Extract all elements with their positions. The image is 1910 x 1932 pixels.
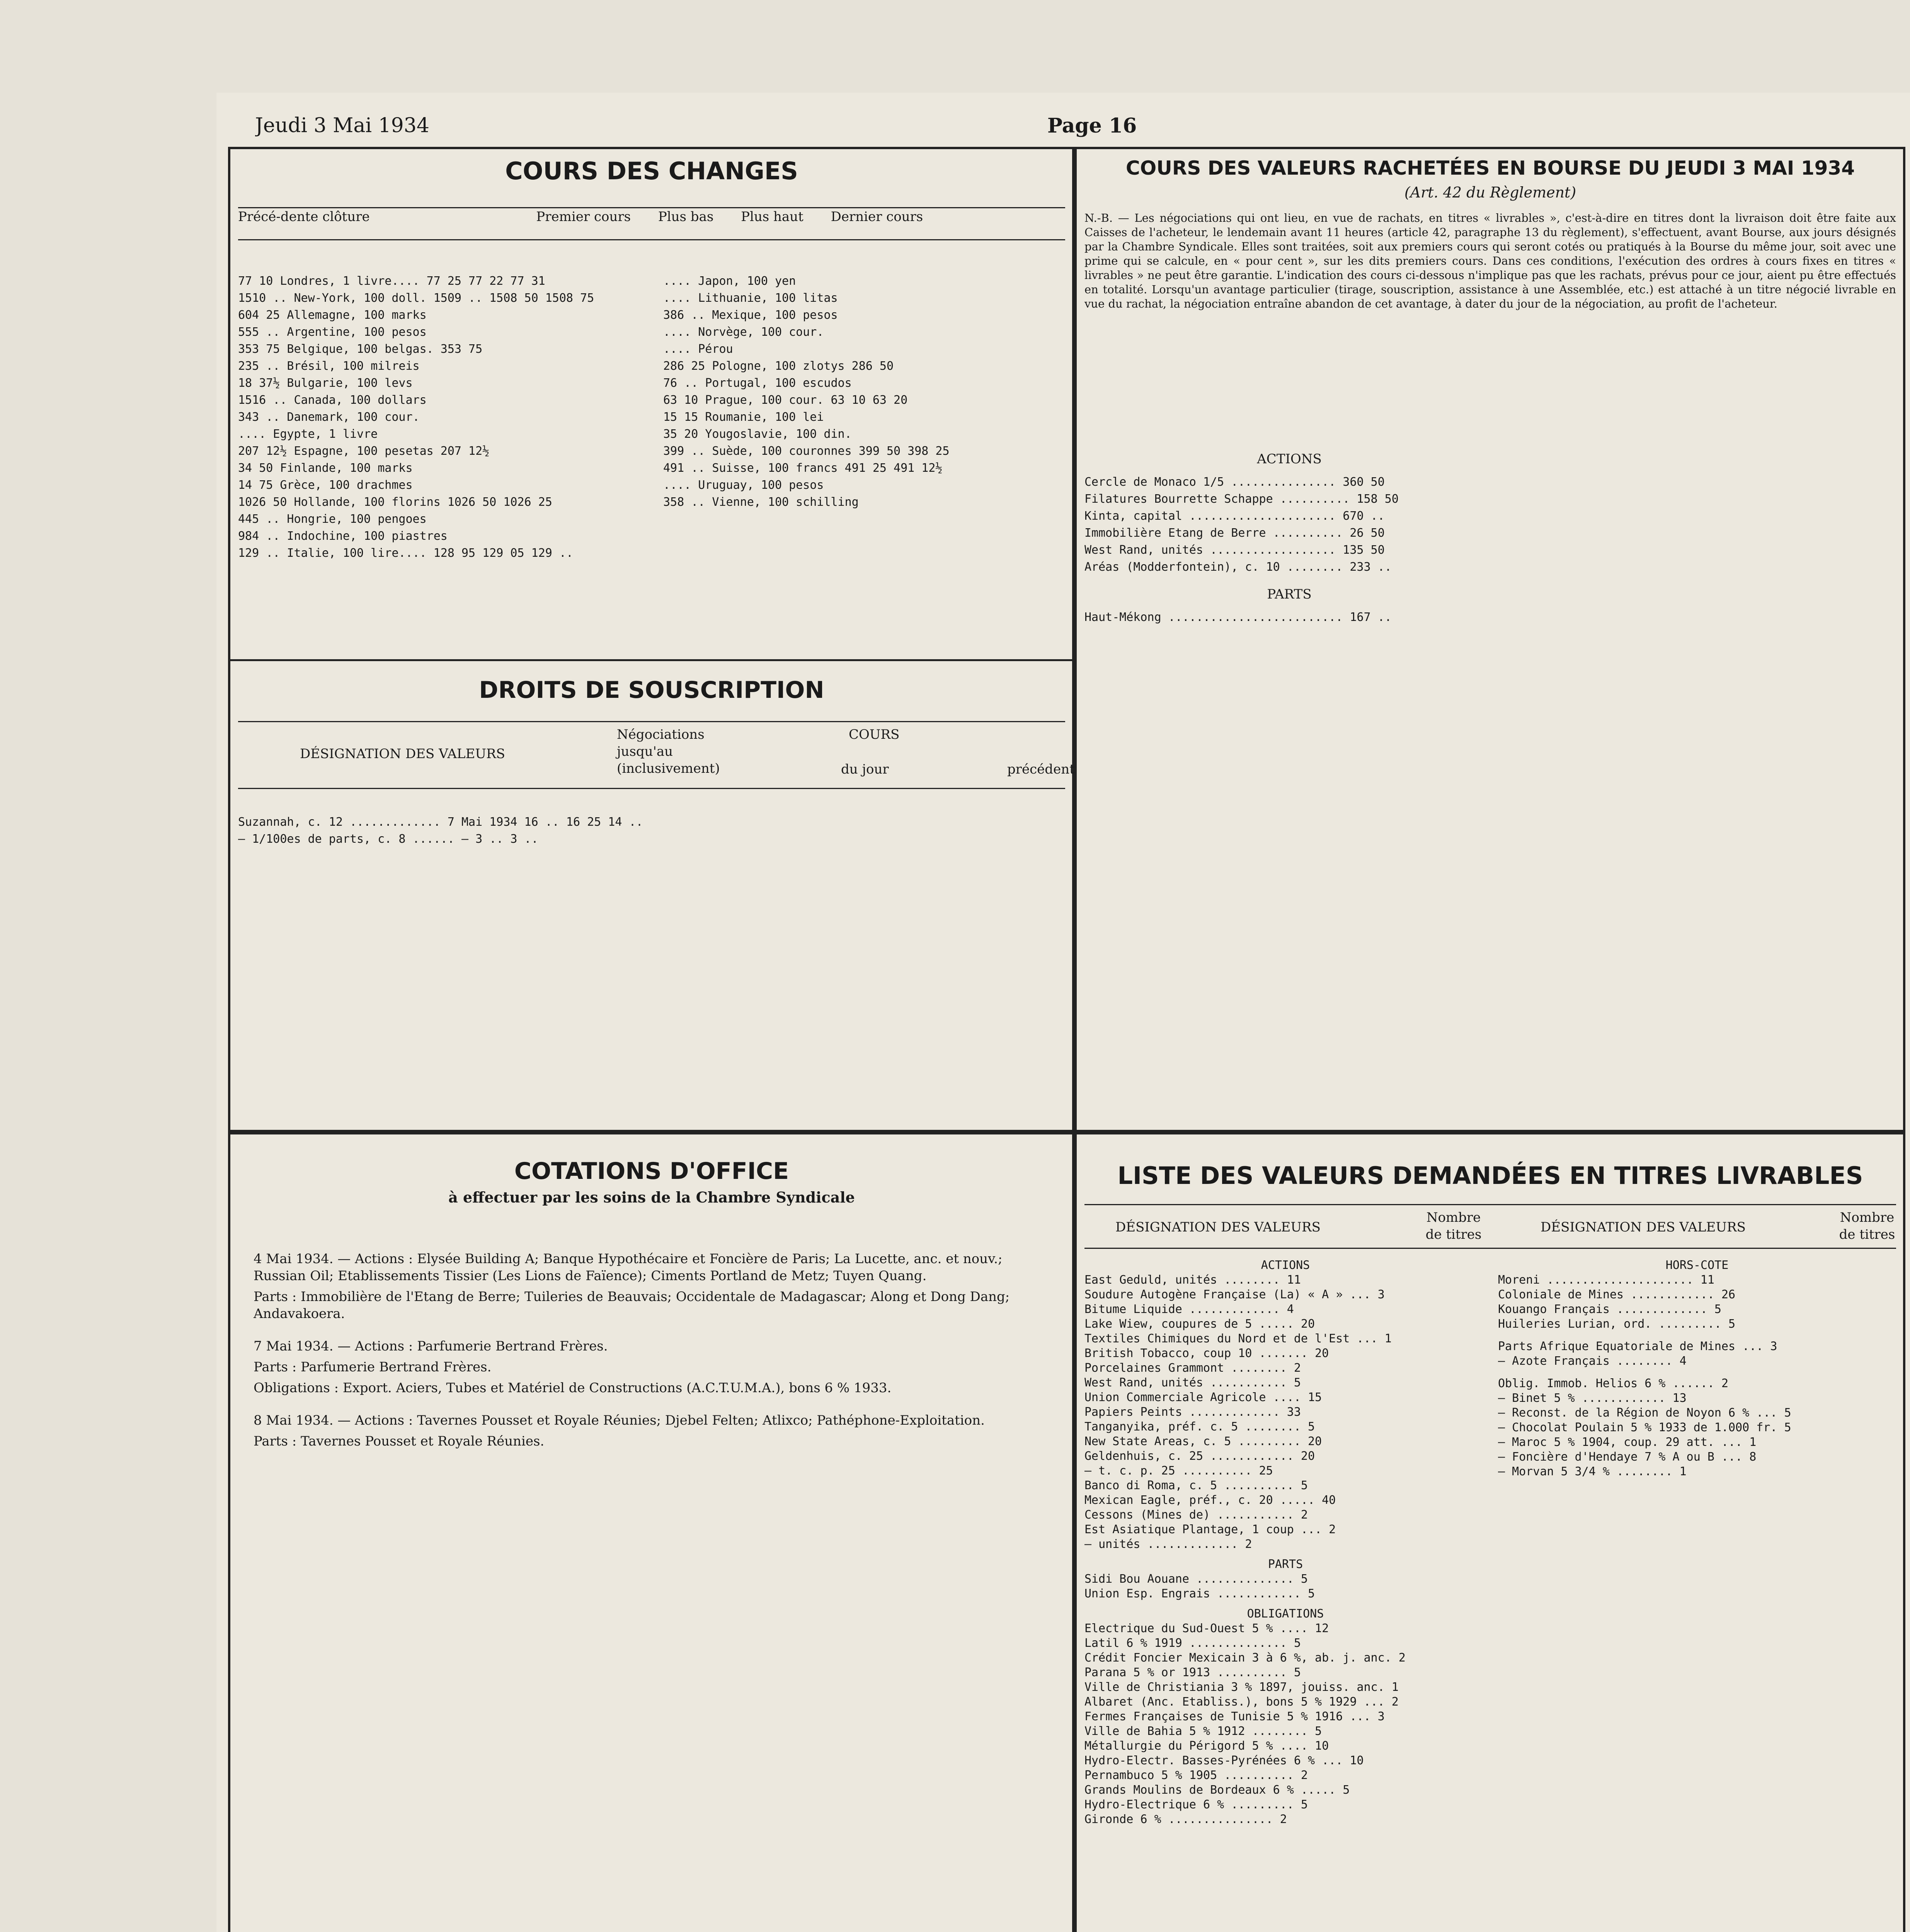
droits-h-negociations: Négociations jusqu'au (inclusivement) <box>617 727 720 776</box>
livrable-row: Albaret (Anc. Etabliss.), bons 5 % 1929 ... 2 <box>1084 1695 1399 1709</box>
change-row: 984 .. Indochine, 100 piastres <box>238 529 448 543</box>
change-row: 1510 .. New-York, 100 doll. 1509 .. 1508 50 1508 75 <box>238 291 594 305</box>
change-row: 14 75 Grèce, 100 drachmes <box>238 478 413 492</box>
livrable-row: Textiles Chimiques du Nord et de l'Est ... 1 <box>1084 1332 1392 1345</box>
change-row: 445 .. Hongrie, 100 pengoes <box>238 512 427 526</box>
change-row: 129 .. Italie, 100 lire.... 128 95 129 05 129 .. <box>238 546 573 560</box>
rachetees-actions-heading: ACTIONS <box>1257 451 1322 467</box>
rachetees-actions-list <box>1084 474 1494 576</box>
change-row: 286 25 Pologne, 100 zlotys 286 50 <box>663 359 894 373</box>
droits-h-cours: COURS <box>849 727 900 742</box>
livrable-row: Sidi Bou Aouane .............. 5 <box>1084 1572 1308 1586</box>
change-row: 386 .. Mexique, 100 pesos <box>663 308 838 322</box>
livrable-row: Parana 5 % or 1913 .......... 5 <box>1084 1666 1301 1679</box>
rachetees-title: COURS DES VALEURS RACHETÉES EN BOURSE DU JEUDI 3 MAI 1934 <box>1126 157 1855 179</box>
livrables-title: LISTE DES VALEURS DEMANDÉES EN TITRES LIVRABLES <box>1117 1162 1863 1190</box>
newspaper-page <box>216 93 1910 1932</box>
droits-h-designation: DÉSIGNATION DES VALEURS <box>300 746 505 762</box>
livrable-row: Hydro-Electrique 6 % ......... 5 <box>1084 1798 1308 1811</box>
change-row: .... Egypte, 1 livre <box>238 427 378 441</box>
change-row: 77 10 Londres, 1 livre.... 77 25 77 22 77 31 <box>238 274 545 288</box>
change-row: .... Pérou <box>663 342 733 356</box>
livrable-row: Bitume Liquide ............. 4 <box>1084 1303 1294 1316</box>
droits-header <box>238 721 1075 789</box>
livrable-row: Union Commerciale Agricole .... 15 <box>1084 1391 1322 1404</box>
rachetee-row: Kinta, capital ..................... 670 .. <box>1084 509 1385 523</box>
rachetee-row: Cercle de Monaco 1/5 ............... 360 50 <box>1084 475 1385 489</box>
livrable-row: Lake Wiew, coupures de 5 ..... 20 <box>1084 1317 1315 1331</box>
livrable-row: West Rand, unités ........... 5 <box>1084 1376 1301 1389</box>
livrable-row: Fermes Françaises de Tunisie 5 % 1916 ... 3 <box>1084 1710 1385 1723</box>
changes-col-low: Plus bas <box>658 209 714 224</box>
change-row: 18 37½ Bulgarie, 100 levs <box>238 376 413 390</box>
office-paragraph: 4 Mai 1934. — Actions : Elysée Building A; Banque Hypothécaire et Foncière de Paris; La Lucette, anc. et nouv.; Russian Oil; Etablissements Tissier (Les Lions de Faïence); Ciments Portland de Metz; Tuyen Quang. <box>254 1251 1003 1284</box>
rachetees-frame <box>1074 147 1905 1132</box>
droits-row: — 1/100es de parts, c. 8 ...... — 3 .. 3 .. <box>238 832 538 846</box>
livrables-left-col <box>1084 1258 1486 1827</box>
livrable-row: Est Asiatique Plantage, 1 coup ... 2 <box>1084 1523 1336 1536</box>
office-title: COTATIONS D'OFFICE <box>514 1158 789 1185</box>
livrable-row: — Binet 5 % ............ 13 <box>1498 1391 1687 1405</box>
livrables-h-designation-2: DÉSIGNATION DES VALEURS <box>1541 1219 1746 1235</box>
change-row: 1026 50 Hollande, 100 florins 1026 50 1026 25 <box>238 495 552 509</box>
rachetee-row: Haut-Mékong ......................... 167 .. <box>1084 611 1392 624</box>
page-date: Jeudi 3 Mai 1934 <box>255 114 429 137</box>
livrable-row: Pernambuco 5 % 1905 .......... 2 <box>1084 1769 1308 1782</box>
livrable-row: Mexican Eagle, préf., c. 20 ..... 40 <box>1084 1493 1336 1507</box>
livrables-h-nombre: Nombre de titres <box>1425 1210 1482 1242</box>
office-paragraph: Parts : Immobilière de l'Etang de Berre; Tuileries de Beauvais; Occidentale de Madagascar; Along et Dong Dang; Andavakoera. <box>254 1289 1010 1321</box>
livrables-frame <box>1074 1132 1905 1932</box>
livrables-hc-heading: HORS-COTE <box>1665 1259 1729 1272</box>
livrable-row: — Foncière d'Hendaye 7 % A ou B ... 8 <box>1498 1450 1757 1464</box>
rachetee-row: Filatures Bourrette Schappe .......... 158 50 <box>1084 492 1399 506</box>
livrable-row: New State Areas, c. 5 ......... 20 <box>1084 1435 1322 1448</box>
livrable-row: Crédit Foncier Mexicain 3 à 6 %, ab. j. anc. 2 <box>1084 1651 1406 1665</box>
droits-h-jour: du jour <box>841 762 889 777</box>
livrable-row: Electrique du Sud-Ouest 5 % .... 12 <box>1084 1622 1329 1635</box>
office-paragraph: 8 Mai 1934. — Actions : Tavernes Pousset et Royale Réunies; Djebel Felten; Atlixco; Pathéphone-Exploitation. <box>254 1413 985 1428</box>
page-number: Page 16 <box>1047 114 1137 138</box>
change-row: 35 20 Yougoslavie, 100 din. <box>663 427 852 441</box>
change-row: .... Norvège, 100 cour. <box>663 325 824 339</box>
rachetees-note: N.-B. — Les négociations qui ont lieu, en vue de rachats, en titres « livrables », c'est-à-dire en titres dont la livraison doit être faite aux Caisses de l'acheteur, le lendemain avant 11 heures (article 42, paragraphe 13 du règlement), s'effectuent, avant Bourse, aux jours désignés par la Chambre Syndicale. Elles sont traitées, soit aux premiers cours qui seront cotés ou pratiqués à la Bourse du même jour, soit avec une prime qui se calcule, en « pour cent », sur les dits premiers cours. Dans ces conditions, l'exécution des ordres à cours fixes en titres « livrables » ne peut être garantie. L'indication des cours ci-dessous n'implique pas que les rachats, prévus pour ce jour, aient pu être effectués en totalité. Lorsqu'un avantage particulier (tirage, souscription, assistance à une Assemblée, etc.) est attaché à un titre négocié livrable en vue du rachat, la négociation entraîne abandon de cet avantage, à dater du jour de la négociation, au profit de l'acheteur. <box>1084 211 1896 310</box>
rachetee-row: Aréas (Modderfontein), c. 10 ........ 233 .. <box>1084 560 1392 574</box>
change-row: .... Japon, 100 yen <box>663 274 796 288</box>
changes-col-first: Premier cours <box>536 209 631 224</box>
livrable-row: — Morvan 5 3/4 % ........ 1 <box>1498 1465 1687 1478</box>
livrable-row: Moreni ..................... 11 <box>1498 1273 1714 1287</box>
office-paragraph: Parts : Tavernes Pousset et Royale Réunies. <box>254 1434 545 1449</box>
change-row: 604 25 Allemagne, 100 marks <box>238 308 427 322</box>
changes-right-list <box>663 273 1069 511</box>
livrable-row: — Chocolat Poulain 5 % 1933 de 1.000 fr. 5 <box>1498 1421 1791 1434</box>
change-row: 358 .. Vienne, 100 schilling <box>663 495 859 509</box>
livrables-parts-heading: PARTS <box>1268 1558 1303 1571</box>
change-row: .... Uruguay, 100 pesos <box>663 478 824 492</box>
livrable-row: Huileries Lurian, ord. ......... 5 <box>1498 1317 1736 1331</box>
livrable-row: British Tobacco, coup 10 ....... 20 <box>1084 1347 1329 1360</box>
change-row: 235 .. Brésil, 100 milreis <box>238 359 420 373</box>
livrable-row: Coloniale de Mines ............ 26 <box>1498 1288 1736 1301</box>
livrable-row: Latil 6 % 1919 .............. 5 <box>1084 1636 1301 1650</box>
livrable-row: — unités ............. 2 <box>1084 1537 1252 1551</box>
livrable-row: Parts Afrique Equatoriale de Mines ... 3 <box>1498 1340 1777 1353</box>
changes-header-rule <box>238 207 1065 240</box>
change-row: 343 .. Danemark, 100 cour. <box>238 410 420 424</box>
livrable-row: Soudure Autogène Française (La) « A » ... 3 <box>1084 1288 1385 1301</box>
office-frame <box>228 1132 1074 1932</box>
changes-left-list <box>238 273 659 562</box>
livrable-row: Papiers Peints ............. 33 <box>1084 1405 1301 1419</box>
droits-h-precedent: précédent <box>1007 762 1075 777</box>
changes-col-prev: Précé-dente clôture <box>238 209 370 224</box>
livrable-row: Grands Moulins de Bordeaux 6 % ..... 5 <box>1084 1783 1350 1797</box>
rachetee-row: Immobilière Etang de Berre .......... 26 50 <box>1084 526 1385 540</box>
droits-title: DROITS DE SOUSCRIPTION <box>230 659 1073 704</box>
change-row: 1516 .. Canada, 100 dollars <box>238 393 427 407</box>
livrable-row: — t. c. p. 25 .......... 25 <box>1084 1464 1273 1478</box>
change-row: 15 15 Roumanie, 100 lei <box>663 410 824 424</box>
livrable-row: — Reconst. de la Région de Noyon 6 % ... 5 <box>1498 1406 1791 1420</box>
office-paragraph: 7 Mai 1934. — Actions : Parfumerie Bertrand Frères. <box>254 1338 608 1354</box>
livrables-right-col <box>1498 1258 1896 1479</box>
office-subtitle: à effectuer par les soins de la Chambre Syndicale <box>448 1189 855 1206</box>
livrable-row: Kouango Français ............. 5 <box>1498 1303 1721 1316</box>
office-paragraph: Parts : Parfumerie Bertrand Frères. <box>254 1359 492 1375</box>
livrable-row: Oblig. Immob. Helios 6 % ...... 2 <box>1498 1377 1729 1390</box>
livrables-h-nombre-2: Nombre de titres <box>1839 1210 1895 1242</box>
livrable-row: Ville de Bahia 5 % 1912 ........ 5 <box>1084 1725 1322 1738</box>
livrable-row: Métallurgie du Périgord 5 % .... 10 <box>1084 1739 1329 1753</box>
office-paragraph: Obligations : Export. Aciers, Tubes et Matériel de Constructions (A.C.T.U.M.A.), bons 6 % 1933. <box>254 1380 892 1396</box>
droits-row: Suzannah, c. 12 ............. 7 Mai 1934 16 .. 16 25 14 .. <box>238 815 643 829</box>
livrable-row: Ville de Christiania 3 % 1897, jouiss. anc. 1 <box>1084 1680 1399 1694</box>
change-row: 491 .. Suisse, 100 francs 491 25 491 12½ <box>663 461 943 475</box>
change-row: 76 .. Portugal, 100 escudos <box>663 376 852 390</box>
rachetees-parts-list <box>1084 609 1494 626</box>
change-row: 399 .. Suède, 100 couronnes 399 50 398 25 <box>663 444 950 458</box>
livrable-row: Cessons (Mines de) ........... 2 <box>1084 1508 1308 1522</box>
livrable-row: — Azote Français ........ 4 <box>1498 1354 1687 1368</box>
livrable-row: Banco di Roma, c. 5 .......... 5 <box>1084 1479 1308 1492</box>
livrable-row: Geldenhuis, c. 25 ............ 20 <box>1084 1449 1315 1463</box>
livrable-row: — Maroc 5 % 1904, coup. 29 att. ... 1 <box>1498 1435 1757 1449</box>
livrable-row: Hydro-Electr. Basses-Pyrénées 6 % ... 10 <box>1084 1754 1364 1767</box>
changes-frame <box>228 147 1074 1132</box>
change-row: 207 12½ Espagne, 100 pesetas 207 12½ <box>238 444 490 458</box>
changes-col-high: Plus haut <box>741 209 803 224</box>
livrables-h-designation: DÉSIGNATION DES VALEURS <box>1115 1219 1321 1235</box>
livrables-oblig-heading: OBLIGATIONS <box>1247 1607 1324 1621</box>
change-row: 353 75 Belgique, 100 belgas. 353 75 <box>238 342 483 356</box>
livrable-row: Porcelaines Grammont ........ 2 <box>1084 1361 1301 1375</box>
livrables-actions-heading: ACTIONS <box>1261 1259 1310 1272</box>
livrables-header <box>1084 1204 1896 1249</box>
change-row: .... Lithuanie, 100 litas <box>663 291 838 305</box>
rachetee-row: West Rand, unités .................. 135 50 <box>1084 543 1385 557</box>
livrable-row: Union Esp. Engrais ............ 5 <box>1084 1587 1315 1600</box>
rachetees-subtitle: (Art. 42 du Règlement) <box>1404 184 1576 201</box>
rachetees-parts-heading: PARTS <box>1267 587 1312 602</box>
change-row: 63 10 Prague, 100 cour. 63 10 63 20 <box>663 393 908 407</box>
droits-rows <box>238 814 1065 848</box>
changes-title: COURS DES CHANGES <box>505 157 798 185</box>
office-body <box>254 1250 1050 1450</box>
change-row: 555 .. Argentine, 100 pesos <box>238 325 427 339</box>
livrable-row: East Geduld, unités ........ 11 <box>1084 1273 1301 1287</box>
change-row: 34 50 Finlande, 100 marks <box>238 461 413 475</box>
changes-col-last: Dernier cours <box>831 209 923 224</box>
livrable-row: Gironde 6 % ............... 2 <box>1084 1813 1287 1826</box>
livrable-row: Tanganyika, préf. c. 5 ........ 5 <box>1084 1420 1315 1434</box>
